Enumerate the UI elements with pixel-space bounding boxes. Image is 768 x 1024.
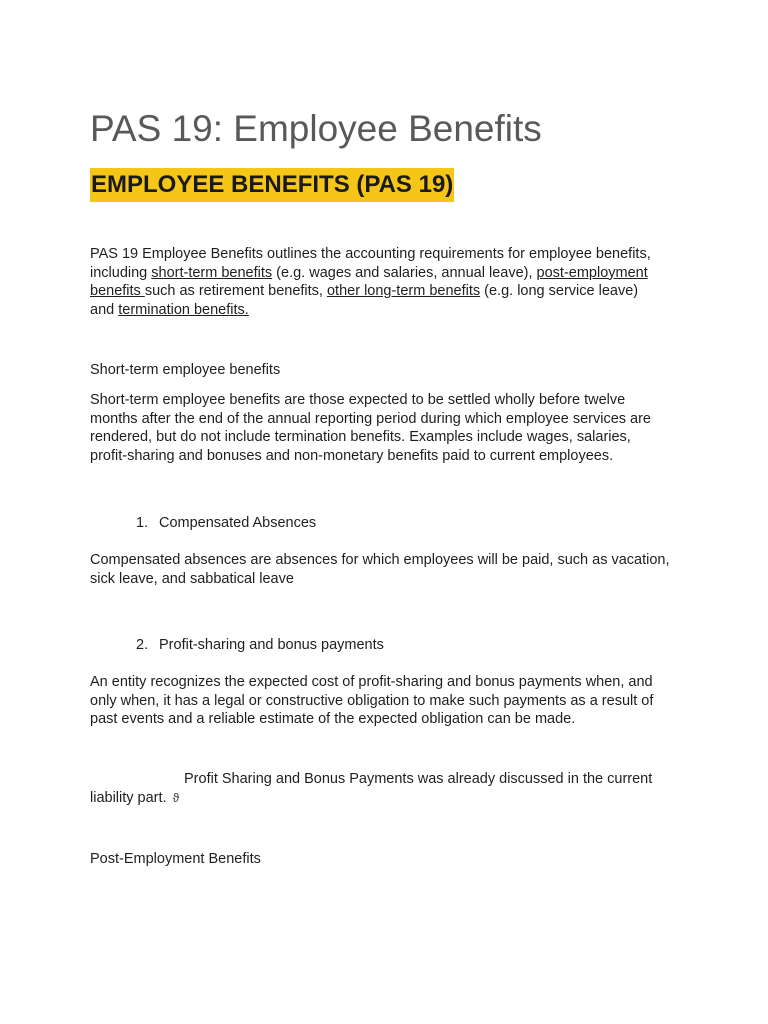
note-mark-icon: ϑ [172, 790, 180, 805]
page-title: PAS 19: Employee Benefits [90, 108, 542, 149]
link-short-term-benefits[interactable]: short-term benefits [151, 264, 273, 281]
intro-text: including [90, 264, 152, 281]
post-employment-heading: Post-Employment Benefits [90, 851, 261, 867]
compensated-absences-paragraph [90, 551, 680, 588]
compensated-line: sick leave, and sabbatical leave [90, 570, 294, 587]
short-term-paragraph [90, 391, 680, 465]
list-number: 2. [136, 637, 149, 653]
list-label: Compensated Absences [159, 515, 317, 531]
short-term-line: months after the end of the annual reporting period during which employee services are [90, 410, 651, 427]
short-term-line: rendered, but do not include termination benefits. Examples include wages, salaries, [90, 429, 631, 446]
intro-text: such as retirement benefits, [144, 283, 327, 300]
highlighted-heading: EMPLOYEE BENEFITS (PAS 19) [90, 168, 454, 202]
short-term-line: profit-sharing and bonuses and non-monetary benefits paid to current employees. [90, 447, 614, 464]
link-post-employment-benefits[interactable]: post-employment [536, 264, 648, 281]
intro-line-3 [90, 282, 680, 301]
note-line-1: Profit Sharing and Bonus Payments was already discussed in the current [184, 771, 653, 787]
intro-line-2 [90, 264, 680, 283]
profit-sharing-line: past events and a reliable estimate of the expected obligation can be made. [90, 711, 576, 728]
profit-sharing-line: only when, it has a legal or constructive obligation to make such payments as a result of [90, 692, 654, 709]
link-post-employment-benefits-cont[interactable]: benefits [90, 283, 145, 300]
note-text: liability part. [90, 789, 167, 806]
profit-sharing-line: An entity recognizes the expected cost of profit-sharing and bonus payments when, and [90, 674, 653, 690]
list-label: Profit-sharing and bonus payments [159, 637, 384, 653]
note-paragraph [90, 770, 680, 807]
intro-paragraph [90, 245, 680, 319]
list-number: 1. [136, 515, 149, 531]
note-line-2 [90, 789, 680, 808]
short-term-heading: Short-term employee benefits [90, 362, 281, 378]
intro-text: (e.g. wages and salaries, annual leave), [272, 264, 537, 281]
compensated-line: Compensated absences are absences for which employees will be paid, such as vacation, [90, 552, 670, 568]
intro-text: and [90, 301, 119, 318]
intro-line-1: PAS 19 Employee Benefits outlines the accounting requirements for employee benefits, [90, 246, 651, 262]
short-term-line: Short-term employee benefits are those expected to be settled wholly before twelve [90, 392, 626, 408]
link-other-long-term-benefits[interactable]: other long-term benefits [326, 283, 481, 300]
list-item-profit-sharing [136, 636, 384, 655]
profit-sharing-paragraph [90, 673, 680, 729]
intro-text: (e.g. long service leave) [480, 283, 639, 300]
list-item-compensated-absences [136, 514, 316, 533]
link-termination-benefits[interactable]: termination benefits. [118, 301, 249, 318]
intro-line-4 [90, 301, 680, 320]
